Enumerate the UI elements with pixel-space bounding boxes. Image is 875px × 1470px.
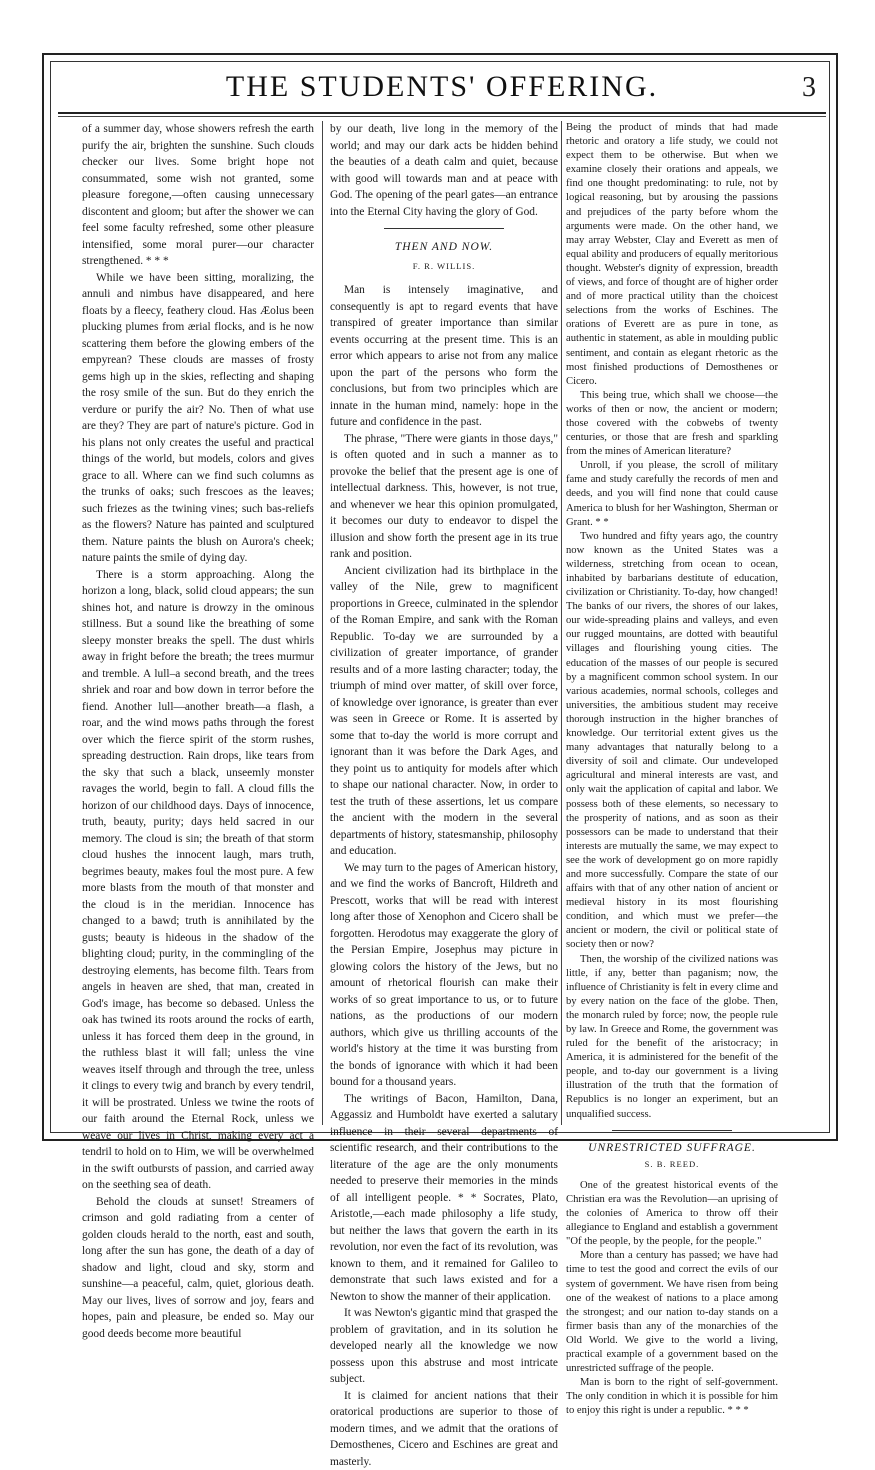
paragraph: The writings of Bacon, Hamilton, Dana, Aggassiz and Humboldt have exerted a salutary influence in their several departments of scientific research, and their contributions to the literature of the age are the only monuments needed to preserve their memories in the minds of all intelligent people. * * Socrates, Plato, Aristotle,—each made philosophy a life study, but neither the laws that govern the earth in its revolution, nor even the fact of its revolution, was known to them, and it remained for Galileo to demonstrate that such laws existed and for a Newton to show the manner of their application. <box>330 1091 558 1306</box>
paragraph: of a summer day, whose showers refresh the earth purify the air, brighten the sunshine. Such clouds checker our lives. Some bright hope not consummated, some wish not granted, some pleasure foregone,—often causing unnecessary discontent and gloom; but after the shower we can feel some faculty refreshed, some other pleasure intensified, some moral purer—our character strengthened. * * * <box>82 121 314 270</box>
column-3 <box>566 121 778 1121</box>
paragraph: Man is born to the right of self-government. The only condition in which it is possible for him to enjoy this right is under a republic. * * * <box>566 1376 778 1418</box>
paragraph: Two hundred and fifty years ago, the country now known as the United States was a wilderness, stretching from ocean to ocean, inhabited by barbarians destitute of education, civilization or Christianity. To-day, how changed! The banks of our rivers, the shores of our lakes, our wide-spreading plains and valleys, and even our rugged mountains, are dotted with beautiful villages and flourishing young cities. The education of the masses of our people is secured by a magnificent common school system. In our various academies, normal schools, colleges and universities, the ambitious student may receive thorough instruction in the higher branches of knowledge. Our territorial extent gives us the many advantages that naturally belong to a diversity of soil and climate. Our undeveloped agricultural and mineral interests are vast, and only wait the application of capital and labor. We possess both of these elements, so necessary to the prosperity of nations, and as soon as their possessors can be made to understand that their interests are mutually the same, we may expect to see the work of development go on more rapidly and more successfully. Compare the state of our affairs with that of any other nation of ancient or medieval history in its most flourishing condition, and which must we prefer—the ancient or modern, the civil or political state of society then or now? <box>566 530 778 953</box>
paragraph: This being true, which shall we choose—the works of then or now, the ancient or modern; those covered with the cobwebs of twenty centuries, or those that are fresh and sparkling from the mines of American literature? <box>566 389 778 459</box>
paragraph: by our death, live long in the memory of the world; and may our dark acts be hidden behind the beauties of a death calm and quiet, because with good will towards man and at peace with God. The opening of the pearl gates—an entrance into the Eternal City having the glory of God. <box>330 121 558 220</box>
masthead-rule <box>58 112 826 114</box>
column-2 <box>330 121 558 1121</box>
masthead <box>58 64 826 108</box>
section-divider <box>384 228 504 229</box>
page-number: 3 <box>802 72 816 104</box>
section-divider <box>612 1130 732 1131</box>
paragraph: It was Newton's gigantic mind that grasped the problem of gravitation, and in its solution he developed nearly all the knowledge we now possess upon this abstruse and most intricate subject. <box>330 1305 558 1388</box>
paragraph: Behold the clouds at sunset! Streamers of crimson and gold radiating from a center of golden clouds herald to the north, east and south, long after the sun has gone, the death of a day of shadow and light, cloud and sky, storm and sunshine—a peaceful, calm, quiet, glorious death. May our lives, lives of sorrow and joy, fears and hopes, pain and pleasure, be ended so. May our good deeds become more beautiful <box>82 1194 314 1343</box>
article-byline: F. R. WILLIS. <box>330 258 558 275</box>
masthead-rule-thin <box>58 116 826 117</box>
paragraph: There is a storm approaching. Along the horizon a long, black, solid cloud appears; the sun shines hot, and nature is drowzy in the ominous stillness. But a sound like the breathing of some sleepy monster breaks the spell. The dust whirls away in fright before the breath; the trees murmur and tremble. A lull–a second breath, and the trees shriek and roar and bow down in terror before the fiend. Another lull—another breath—a flash, a roar, and the wind mows paths through the forest over which the fierce spirit of the storm rushes, spreading destruction. Rain drops, like tears from the sky that such a black, unseemly monster ravages the world, begin to fall. A cloud fills the horizon of our childhood days. Days of innocence, truth, beauty, purity; days held sacred in our memory. The cloud is sin; the breath of that storm cloud hushes the innocent laugh, mars truth, begrimes beauty, makes foul the most pure. A few more blasts from the mouth of that monster and the cloud is in the meridian. Innocence has changed to a bawd; truth is annihilated by the gusts; beauty is hideous in the shadow of the blighting cloud; purity, in the commingling of the destroying elements, has become filth. Tears from angels in heaven are shed, that man, created in God's image, has become so debased. Unless the oak has twined its roots around the rocks of earth, unless it has forced them deep in the ground, in the ruthless blast it will fall; unless the vine weaves itself through and through the tree, unless it clings to every twig and branch by every tendril, it will be prostrated. Unless we twine the roots of our faith around the Eternal Rock, unless we weave our lives in Christ, making every act a tendril to hold on to Him, we will be overwhelmed in the swift outbursts of passion, and carried away on the seething sea of death. <box>82 567 314 1194</box>
column-divider-2 <box>561 121 562 1125</box>
paragraph: One of the greatest historical events of the Christian era was the Revolution—an uprising of the colonies of America to throw off their allegiance to England and establish a government "Of the people, by the people, for the people." <box>566 1179 778 1249</box>
paragraph: More than a century has passed; we have had time to test the good and correct the evils of our system of government. We have risen from being one of the weakest of nations to a place among the strongest; and our nation to-day stands on a firmer basis than any of the monarchies of the Old World. We give to the world a living, practical example of a government based on the unrestricted suffrage of the people. <box>566 1249 778 1376</box>
paragraph: While we have been sitting, moralizing, the annuli and nimbus have disappeared, and here floats by a fleecy, feathery cloud. Has Æolus been plucking plumes from ærial flocks, and is he now scattering them before the glowing embers of the empyrean? These clouds are masses of frosty gems high up in the skies, reflecting and shaping the rosy smile of the sun. But do they enrich the verdure or purify the air? No. Then of what use are they? They are part of nature's picture. God in his plans not only creates the useful and practical things of the world, but models, colors and gives grace to all. Where can we find such columns as the trunks of oaks; such frescoes as the leaves; such friezes as the twining vines; such bas-reliefs as the flowers? Nature has painted and sculptured them. Nature paints the blush on Aurora's cheek; nature paints the smile of dying day. <box>82 270 314 567</box>
paragraph: The phrase, "There were giants in those days," is often quoted and in such a manner as to provoke the belief that the present age is one of intellectual darkness. This, however, is not true, and whenever we hear this opinion promulgated, it becomes our duty to endeavor to dispel the illusion and show forth the present age in its true rank and position. <box>330 431 558 563</box>
column-1 <box>82 121 314 1121</box>
paragraph: Ancient civilization had its birthplace in the valley of the Nile, grew to magnificent proportions in Greece, culminated in the splendor of the Roman Empire, and sank with the Roman Republic. To-day we are surrounded by a civilization of greater importance, of grander results and of a more lasting character; today, the triumph of mind over matter, of skill over force, of knowledge over ignorance, is greater than ever was seen in Greece or Rome. It is asserted by some that to-day the world is more corrupt and ignorant than it was before the Dark Ages, and they point us to antiquity for models after which to shape our national character. Now, in order to test the truth of these assertions, let us compare the ancient with the modern in the several departments of history, statesmanship, philosophy and education. <box>330 563 558 860</box>
paragraph: Being the product of minds that had made rhetoric and oratory a life study, we could not expect them to be otherwise. But when we examine closely their orations and appeals, we find one thought predominating: to rule, not by logical reasoning, but by arousing the passions and prejudices of the party before whom the arguments were made. On the other hand, we may array Webster, Clay and Everett as men of equal ability and producers of equally meritorious thought. Webster's dignity of expression, breadth of views, and force of thought are of higher order and of more practical utility than the choicest selections from the works of Eschines. The orations of Everett are as pure in tone, as authentic in statement, as able in moulding public sentiment, and contain as elegant rhetoric as the most finished productions of Demosthenes or Cicero. <box>566 121 778 389</box>
paragraph: We may turn to the pages of American history, and we find the works of Bancroft, Hildreth and Prescott, works that will be read with interest long after those of Xenophon and Cicero shall be forgotten. Herodotus may exaggerate the glory of the Persian Empire, Josephus may picture in glowing colors the history of the Jews, but no amount of rhetorical flourish can make their works of so great importance to us, or to future nations, as the productions of our modern authors, which give us thrilling accounts of the world's history at the time it was bursting from the bonds of ignorance with which it had been bound for a thousand years. <box>330 860 558 1091</box>
column-divider-1 <box>322 121 323 1125</box>
article-title-then-and-now: THEN AND NOW. <box>330 239 558 256</box>
paragraph: Man is intensely imaginative, and consequently is apt to regard events that have transpired of greater importance than similar events occurring at the present time. This is an error which appears to arise not from any malice upon the part of the persons who form the conclusions, but from two principles which are innate in the human mind, namely: hope in the future and confidence in the past. <box>330 282 558 431</box>
paragraph: Unroll, if you please, the scroll of military fame and study carefully the records of men and deeds, and you will find none that could cause America to blush for her Washington, Sherman or Grant. * * <box>566 459 778 529</box>
article-byline: S. B. REED. <box>566 1157 778 1171</box>
publication-title: THE STUDENTS' OFFERING. <box>58 70 826 104</box>
article-title-unrestricted-suffrage: UNRESTRICTED SUFFRAGE. <box>566 1141 778 1155</box>
paragraph: Then, the worship of the civilized nations was little, if any, better than paganism; now, the influence of Christianity is felt in every clime and by every nation on the face of the globe. Then, the monarch ruled by force; now, the people rule by law. In Greece and Rome, the government was ruled for the benefit of the aristocracy; in America, it is administered for the benefit of the people, and to-day our government is a living illustration of the truth that the formation of Republics is no longer an experiment, but an unqualified success. <box>566 953 778 1122</box>
paragraph: It is claimed for ancient nations that their oratorical productions are superior to those of modern times, and we admit that the orations of Demosthenes, Cicero and Eschines are great and masterly. <box>330 1388 558 1470</box>
